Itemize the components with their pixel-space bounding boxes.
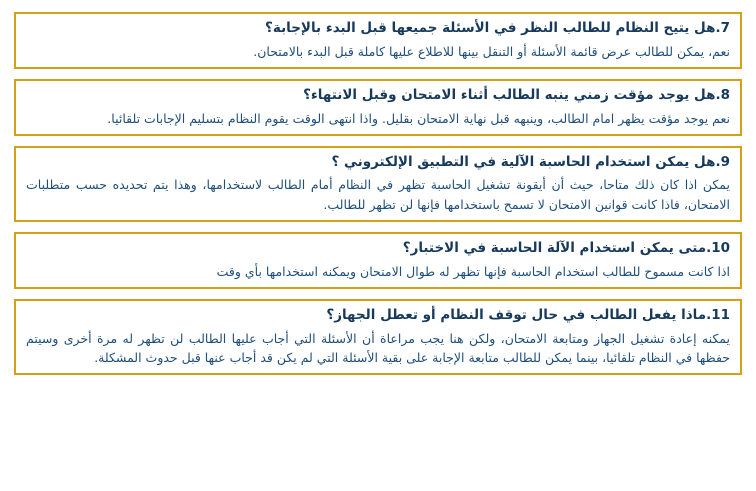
faq-item: [14, 232, 742, 289]
faq-answer: يمكن اذا كان ذلك متاحا، حيث أن أيقونة تشغيل الحاسبة تظهر في النظام أمام الطالب لاستخدامها، وهذا يتم تحديده حسب متطلبات الامتحان، فاذا كانت قوانين الامتحان لا تسمح باستخدامها فإنها لن تظهر للطالب.: [26, 177, 730, 212]
faq-item: [14, 12, 742, 69]
faq-question: 11.ماذا يفعل الطالب في حال توقف النظام أو تعطل الجهاز؟: [326, 307, 730, 324]
faq-answer: نعم يوجد مؤقت يظهر امام الطالب، وينبهه قبل نهاية الامتحان بقليل. واذا انتهى الوقت يقوم النظام بتسليم الإجابات تلقائيا.: [107, 110, 730, 126]
faq-item: [14, 79, 742, 136]
faq-answer: نعم، يمكن للطالب عرض قائمة الأسئلة أو التنقل بينها للاطلاع عليها كاملة قبل البدء بالامتحان.: [253, 43, 730, 59]
faq-question: 9.هل يمكن استخدام الحاسبة الآلية في التطبيق الإلكتروني ؟: [331, 153, 730, 170]
faq-item: [14, 299, 742, 375]
faq-answer: يمكنه إعادة تشغيل الجهاز ومتابعة الامتحان، ولكن هنا يجب مراعاة أن الأسئلة التي أجاب عليها الطالب لن تظهر له مرة أخرى وسيتم حفظها في النظام تلقائيا، بينما يمكن للطالب متابعة الإجابة على بقية الأسئلة التي لم يكن قد أجاب عنها قبل حدوث المشكلة.: [26, 330, 730, 366]
faq-answer: اذا كانت مسموح للطالب استخدام الحاسبة فإنها تظهر له طوال الامتحان ويمكنه استخدامها بأي وقت: [216, 263, 730, 279]
faq-item: [14, 146, 742, 222]
faq-question: 8.هل يوجد مؤقت زمني ينبه الطالب أثناء الامتحان وقبل الانتهاء؟: [303, 86, 730, 103]
faq-question: 7.هل يتيح النظام للطالب النظر في الأسئلة جميعها قبل البدء بالإجابة؟: [265, 20, 730, 36]
faq-question: 10.متى يمكن استخدام الآلة الحاسبة في الاختبار؟: [402, 240, 730, 257]
